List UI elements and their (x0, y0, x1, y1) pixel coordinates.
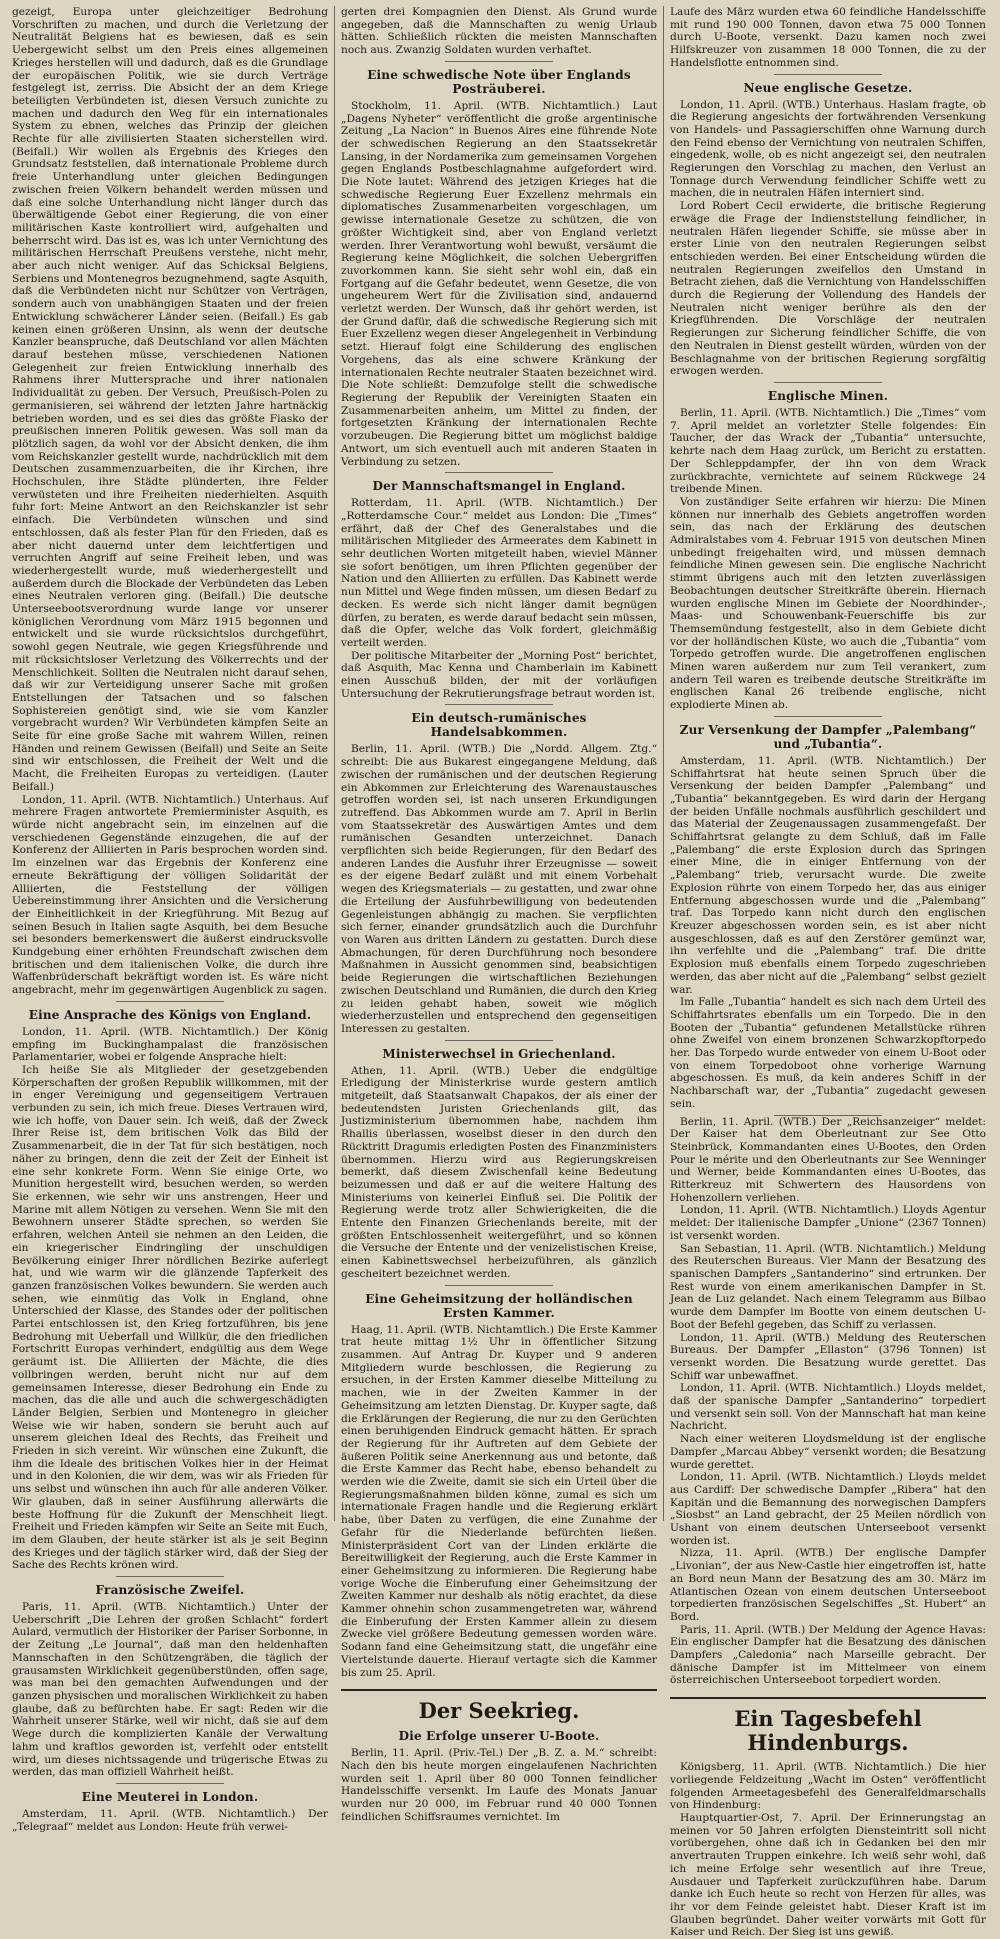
section-divider (445, 1285, 552, 1286)
section-heading: Eine schwedische Note über Englands Posträuberei. (367, 67, 631, 96)
section-heading: Eine Meuterei in London. (81, 1789, 259, 1804)
section-divider (774, 382, 881, 383)
article-paragraph: Athen, 11. April. (WTB.) Ueber die endgültige Erledigung der Ministerkrise wurde gestern amtlich mitgeteilt, daß Staatsanwalt Chapakos, der als einer der bedeutendsten Juristen Griechenlands gilt, das Justizministerium übernommen habe, nachdem ihm Rhallis überlassen, woselbst dieser in den durch den Rücktritt Dragumis erledigten Posten des Finanzministers übernommen. Hierzu wird aus Regierungskreisen bemerkt, daß diesem Zwischenfall keine Bedeutung beizumessen und daß er auf die weitere Haltung des Ministeriums von keinerlei Einfluß sei. Die Politik der Regierung werde trotz aller Schwierigkeiten, die die Entente den Finanzen Griechenlands bereite, mit der größten Entschlossenheit weitergeführt, und so können die Versuche der Entente und der venizelistischen Kreise, einen Kabinettswechsel herbeizuführen, als gänzlich gescheitert bezeichnet werden. (341, 1064, 657, 1280)
article-paragraph: Paris, 11. April. (WTB. Nichtamtlich.) Unter der Ueberschrift „Die Lehren der großen Schlacht“ fordert Aulard, vermutlich der Historiker der Pariser Sorbonne, in der Zeitung „Le Journal“, daß man den heldenhaften Mannschaften in den Schützengräben, die täglich der grausamsten Wirklichkeit gegenüberstünden, offen sage, was man bei den gemachten Aufwendungen und der ganzen physischen und moralischen Wirklichkeit zu haben glaube, daß zu befürchten habe. Er sagt: Reden wir die Wahrheit unserer Stärke, weil wir nicht, daß sie auf dem Wege durch die komplizierten Kanäle der Verwaltung lahm und kraftlos geworden ist, verfehlt oder entstellt wird, um dieses nichtssagende und trügerische Etwas zu werden, das man offiziell Wahrheit heißt. (12, 1601, 328, 1779)
article-paragraph: Stockholm, 11. April. (WTB. Nichtamtlich.) Laut „Dagens Nyheter“ veröffentlicht die große argentinische Zeitung „La Nacion“ in Buenos Aires eine führende Note der schwedischen Regierung an den Staatssekretär Lansing, in der Nordamerika zum gemeinsamen Vorgehen gegen Englands Postbeschlagnahme aufgefordert wird. Die Note lautet: Während des jetzigen Krieges hat die schwedische Regierung Euer Exzellenz mehrmals ein diplomatisches Zusammenarbeiten vorgeschlagen, um gewisse internationale Gesetze zu schützen, die von größter Wichtigkeit sind, aber von England verletzt werden. Ihrer Verantwortung wohl bewußt, versäumt die Regierung keine Möglichkeit, die solchen Uebergriffen zuvorkommen kann. Sie sieht sehr wohl ein, daß ein Fortgang auf die Gefahr bedeutet, wenn Gesetze, die von ungeheurem Wert für die Zivilisation sind, andauernd verletzt werden. Der Wunsch, daß ihr gehört werden, ist der Grund dafür, daß die schwedische Regierung sich mit Euer Exzellenz wegen dieser Angelegenheit in Verbindung setzt. Hierauf folgt eine Schilderung des englischen Vorgehens, das als eine schwere Kränkung der internationalen Rechte neutraler Staaten bezeichnet wird. Die Note schließt: Demzufolge stellt die schwedische Regierung der Republik der Vereinigten Staaten ein Zusammenarbeiten anheim, um Mittel zu finden, der fortgesetzten Kränkung der internationalen Rechte vorzubeugen. Die Regierung bittet um möglichst baldige Antwort, um sich eventuell auch mit anderen Staaten in Verbindung zu setzen. (341, 99, 657, 468)
section-divider (445, 61, 552, 62)
article-paragraph: London, 11. April. (WTB. Nichtamtlich.) Der König empfing im Buckinghampalast die französischen Parlamentarier, wobei er folgende Ansprache hielt: (12, 1025, 328, 1064)
section-heading: Ministerwechsel in Griechenland. (382, 1046, 616, 1061)
article-paragraph: London, 11. April. (WTB.) Meldung des Reuterschen Bureaus. Der Dampfer „Ellaston“ (3796 Tonnen) ist versenkt worden. Die Besatzung wurde gerettet. Das Schiff war unbewaffnet. (670, 1331, 986, 1382)
section-divider (116, 1576, 223, 1577)
article-paragraph: Im Falle „Tubantia“ handelt es sich nach dem Urteil des Schiffahrtsrates ebenfalls um ein Torpedo. Die in den Booten der „Tubantia“ gefundenen Metallstücke rühren ohne Zweifel von einem bronzenen Schwarzkopftorpedo her. Das Torpedo wurde entweder von einem U-Boot oder von einem Torpedoboot ohne vorherige Warnung abgeschossen. Es muß, da kein anderes Schiff in der Nachbarschaft war, der „Tubantia“ zugedacht gewesen sein. (670, 996, 986, 1110)
article-paragraph: London, 11. April. (WTB.) Unterhaus. Haslam fragte, ob die Regierung angesichts der fortwährenden Versenkung von Handels- und Passagierschiffen ohne Warnung durch den Feind ebenso der Vernichtung von neutralen Schiffen, eingedenk, wolle, ob es nicht angezeigt sei, den neutralen Regierungen den Vorschlag zu machen, den Verlust an Tonnage durch Verwendung feindlicher Schiffe wett zu machen, die in neutralen Häfen interniert sind. (670, 98, 986, 200)
article-paragraph: Von zuständiger Seite erfahren wir hierzu: Die Minen können nur innerhalb des Gebiets angetroffen worden sein, das nach der Erklärung des deutschen Admiralstabes vom 4. Februar 1915 von deutschen Minen unbedingt freigehalten wird, und müssen demnach feindliche Minen gewesen sein. Die englische Nachricht stimmt übrigens auch mit den letzten zuverlässigen Beobachtungen deutscher Streitkräfte überein. Hiernach wurden englische Minen im Gebiete der Noordhinder-, Maas- und Schouwenbank-Feuerschiffe bis zur Themsemündung festgestellt, also in dem Gebiete dicht vor der holländischen Küste, wo auch die „Tubantia“ vom Torpedo getroffen wurde. Die angetroffenen englischen Minen waren außerdem nur zum Teil verankert, zum andern Teil waren es treibende deutsche Streitkräfte im englischen Kanal 26 treibende englische, nicht explodierte Minen ab. (670, 495, 986, 712)
section-divider (445, 1040, 552, 1041)
article-paragraph: Laufe des März wurden etwa 60 feindliche Handelsschiffe mit rund 190 000 Tonnen, davon etwa 75 000 Tonnen durch U-Boote, versenkt. Dazu kamen noch zwei Hilfskreuzer von zusammen 18 000 Tonnen, die zu der Handelsflotte entnommen sind. (670, 6, 986, 69)
article-paragraph: Berlin, 11. April. (Priv.-Tel.) Der „B. Z. a. M.“ schreibt: Nach den bis heute morgen eingelaufenen Nachrichten wurden seit 1. April über 80 000 Tonnen feindlicher Handelsschiffe versenkt. Im Laufe des Monats Januar wurden nur 20 000, im Februar rund 40 000 Tonnen feindlichen Schiffsraumes vernichtet. Im (341, 1747, 657, 1823)
section-divider (445, 472, 552, 473)
article-paragraph: Haag, 11. April. (WTB. Nichtamtlich.) Die Erste Kammer trat heute mittag 1½ Uhr in öffentlicher Sitzung zusammen. Auf Antrag Dr. Kuyper und 9 anderen Mitgliedern wurde beschlossen, die Regierung zu ersuchen, in der Ersten Kammer dieselbe Mitteilung zu machen, wie in der Zweiten Kammer in der Geheimsitzung am letzten Dienstag. Dr. Kuyper sagte, daß die Erklärungen der Regierung, die nur zu den Gerüchten einen beruhigenden Eindruck gemacht hätten. Er sprach der Regierung für ihr Auftreten auf dem Gebiete der äußeren Politik seine Anerkennung aus und betonte, daß die Erste Kammer das Recht habe, ebenso behandelt zu werden wie die Zweite, damit sie sich ein Urteil über die Regierungsmaßnahmen bilden könne, zumal es sich um internationale Fragen handle und die Regierung erklärt habe, über Daten zu verfügen, die eine Zunahme der Gefahr für die Niederlande befürchten ließen. Ministerpräsident Cort van der Linden erklärte die Bereitwilligkeit der Regierung, auch die Erste Kammer in einer Geheimsitzung zu informieren. Die Regierung habe vorige Woche die Einberufung einer Geheimsitzung der Zweiten Kammer nur deshalb als nötig erachtet, da diese Kammer ohnehin schon zusammengetreten war, während die Einberufung der Ersten Kammer allein zu diesem Zwecke viel größere Bedeutung gemessen worden wäre. Sodann fand eine Geheimsitzung statt, die ungefähr eine Viertelstunde dauerte. Hierauf vertagte sich die Kammer bis zum 25. April. (341, 1323, 657, 1679)
article-paragraph: Paris, 11. April. (WTB.) Der Meldung der Agence Havas: Ein englischer Dampfer hat die Besatzung des dänischen Dampfers „Caledonia“ nach Marseille gebracht. Der dänische Dampfer ist im Mittelmeer von einem österreichischen Unterseeboot torpediert worden. (670, 1623, 986, 1687)
section-heading: Die Erfolge unserer U-Boote. (398, 1729, 600, 1744)
article-paragraph: Rotterdam, 11. April. (WTB. Nichtamtlich.) Der „Rotterdamsche Cour.“ meldet aus London: Die „Times“ erfährt, daß der Chef des Generalstabes und die militärischen Mitglieder des Armeerates dem Kabinett in sehr deutlichen Worten mitgeteilt haben, wieviel Männer sie sofort benötigen, um ihren Pflichten gegenüber der Nation und den Alliierten zu erfüllen. Das Kabinett werde nun Mittel und Wege finden müssen, um diesen Bedarf zu decken. Es werde sich nicht länger damit begnügen dürfen, zu beraten, es werde darauf bedacht sein müssen, daß die Opfer, welche das Volk fordert, gleichmäßig verteilt werden. (341, 497, 657, 649)
article-paragraph: Berlin, 11. April. (WTB.) Der „Reichsanzeiger“ meldet: Der Kaiser hat dem Oberleutnant zur See Otto Steinbrück, Kommandanten eines U-Bootes, den Orden Pour le mérite und den Oberleutnants zur See Wenninger und Werner, beide Kommandanten eines U-Bootes, das Ritterkreuz mit Schwertern des Hausordens von Hohenzollern verliehen. (670, 1115, 986, 1204)
article-paragraph: Der politische Mitarbeiter der „Morning Post“ berichtet, daß Asquith, Mac Kenna und Chamberlain im Kabinett einen Ausschuß bilden, der mit der vorläufigen Untersuchung der Rekrutierungsfrage betraut worden ist. (341, 649, 657, 700)
section-heading: Der Mannschaftsmangel in England. (372, 479, 626, 494)
article-paragraph: London, 11. April. (WTB. Nichtamtlich.) Lloyds Agentur meldet: Der italienische Dampfer „Unione“ (2367 Tonnen) ist versenkt worden. (670, 1204, 986, 1242)
section-heading: Neue englische Gesetze. (743, 80, 913, 95)
article-paragraph: gerten drei Kompagnien den Dienst. Als Grund wurde angegeben, daß die Mannschaften zu wenig Urlaub hätten. Schließlich rückten die meisten Mannschaften noch aus. Zwanzig Soldaten wurden verhaftet. (341, 6, 657, 57)
article-paragraph: Lord Robert Cecil erwiderte, die britische Regierung erwäge die Frage der Indienststellung feindlicher, in neutralen Häfen liegender Schiffe, sie müsse aber in erster Linie von den neutralen Regierungen selbst entschieden werden. Bei einer Entscheidung würden die neutralen Regierungen zweifellos den Umstand in Betracht ziehen, daß die Vernichtung von Handelsschiffen durch die Regierung der Vollendung des Handels der Neutralen nicht weniger berühre als den der Kriegführenden. Die Vorschläge der neutralen Regierungen zur Sicherung feindlicher Schiffe, die von den Neutralen in Dienst gestellt würden, würden von der Beschlagnahme von der britischen Regierung sorgfältig erwogen werden. (670, 200, 986, 378)
article-paragraph: Amsterdam, 11. April. (WTB. Nichtamtlich.) Der Schiffahrtsrat hat heute seinen Spruch über die Versenkung der beiden Dampfer „Palembang“ und „Tubantia“ bekanntgegeben. Es wird darin der Hergang der beiden Unfälle nochmals ausführlich geschildert und das Material der Zeugenaussagen zusammengefaßt. Der Schiffahrtsrat gelangte zu dem Schluß, daß im Falle „Palembang“ die erste Explosion durch das Springen einer Mine, die in einiger Entfernung von der „Palembang“ trieb, verursacht wurde. Die zweite Explosion rührte von einem Torpedo her, das aus einiger Entfernung abgeschossen wurde und die „Palembang“ traf. Das Torpedo kann nicht durch den englischen Kreuzer abgeschossen worden sein, es ist aber nicht ausgeschlossen, daß es auf den Zerstörer gemünzt war, ihn verfehlte und die „Palembang“ traf. Die dritte Explosion muß ebenfalls einem Torpedo zugeschrieben werden, das aber nicht auf die „Palembang“ selbst gezielt war. (670, 754, 986, 996)
article-paragraph: Nach einer weiteren Lloydsmeldung ist der englische Dampfer „Marcau Abbey“ versenkt worden; die Besatzung wurde gerettet. (670, 1433, 986, 1471)
article-paragraph: London, 11. April. (WTB. Nichtamtlich.) Lloyds meldet aus Cardiff: Der schwedische Dampfer „Ribera“ hat den Kapitän und die Bemannung des norwegischen Dampfers „Siosbst“ an Land gebracht, der 25 Meilen nördlich von Ushant von einem deutschen Unterseeboot versenkt worden ist. (670, 1471, 986, 1547)
major-section-title: Ein Tagesbefehl Hindenburgs. (670, 1697, 986, 1755)
column-middle (334, 6, 663, 1823)
section-heading: Französische Zweifel. (95, 1583, 245, 1598)
section-divider (116, 1001, 223, 1002)
column-left (6, 6, 334, 1833)
section-heading: Zur Versenkung der Dampfer „Palembang“ und „Tubantia“. (679, 722, 977, 751)
section-divider (116, 1783, 223, 1784)
major-section-title: Der Seekrieg. (341, 1689, 657, 1723)
section-heading: Eine Geheimsitzung der holländischen Ersten Kammer. (365, 1291, 633, 1320)
section-heading: Eine Ansprache des Königs von England. (28, 1007, 312, 1022)
section-heading: Englische Minen. (767, 388, 889, 403)
article-paragraph: Berlin, 11. April. (WTB. Nichtamtlich.) Die „Times“ vom 7. April meldet an vorletzter Stelle folgendes: Ein Taucher, der das Wrack der „Tubantia“ untersuchte, kehrte nach dem Haag zurück, um Bericht zu erstatten. Der Schleppdampfer, der ihn von dem Wrack zurückbrachte, vernichtete auf seinem Rückwege 24 treibende Minen. (670, 406, 986, 496)
section-divider (774, 716, 881, 717)
article-paragraph: Amsterdam, 11. April. (WTB. Nichtamtlich.) Der „Telegraaf“ meldet aus London: Heute früh verwei- (12, 1807, 328, 1833)
article-paragraph: San Sebastian, 11. April. (WTB. Nichtamtlich.) Meldung des Reuterschen Bureaus. Vier Mann der Besatzung des spanischen Dampfers „Santanderino“ sind ertrunken. Der Rest wurde von einem amerikanischen Dampfer in St. Jean de Luz gelandet. Nach einem Telegramm aus Bilbao wurde dem Dampfer im Bootte von einem deutschen U-Boot der Befehl gegeben, das Schiff zu verlassen. (670, 1242, 986, 1331)
section-divider (445, 704, 552, 705)
article-paragraph: London, 11. April. (WTB. Nichtamtlich.) Unterhaus. Auf mehrere Fragen antwortete Premierminister Asquith, es würde nicht angebracht sein, im einzelnen auf die verschiedenen Gegenstände einzugehen, die auf der Konferenz der Alliierten in Paris besprochen worden sind. Im einzelnen war das Ergebnis der Konferenz eine erneute Bekräftigung der völligen Solidarität der Alliierten, die Feststellung der völligen Uebereinstimmung ihrer Ansichten und die Versicherung der Einheitlichkeit in der Kriegführung. Mit Bezug auf seinen Besuch in Italien sagte Asquith, bei dem Besuche sei besonders bemerkenswert die äußerst eindrucksvolle Kundgebung einer erhöhten Freundschaft zwischen dem britischen und dem italienischen Volke, die durch ihre Waffenbrüderschaft bekräftigt worden ist. Es wäre nicht angebracht, mehr im gegenwärtigen Augenblick zu sagen. (12, 793, 328, 997)
column-right (663, 6, 992, 1939)
section-divider (774, 74, 881, 75)
article-paragraph: Berlin, 11. April. (WTB.) Die „Nordd. Allgem. Ztg.“ schreibt: Die aus Bukarest eingegangene Meldung, daß zwischen der rumänischen und der deutschen Regierung ein Abkommen zur Erleichterung des Warenaustausches getroffen worden sei, ist nach unseren Erkundigungen zutreffend. Das Abkommen wurde am 7. April in Berlin vom Staatssekretär des Auswärtigen Amtes und dem rumänischen Gesandten unterzeichnet. Danach verpflichten sich beide Regierungen, für den Bedarf des anderen Landes die Ausfuhr ihrer Erzeugnisse — soweit es der eigene Bedarf zuläßt und mit einem Vorbehalt wegen des Kriegsmaterials — zu gestatten, und zwar ohne die Erteilung der Ausfuhrbewilligung von bedeutenden Gegenleistungen abhängig zu machen. Sie verpflichten sich ferner, einander grundsätzlich auch die Durchfuhr von Waren aus dritten Ländern zu gestatten. Durch diese Abmachungen, für deren Durchführung noch besondere Maßnahmen in Aussicht genommen sind, beabsichtigen beide Regierungen die wirtschaftlichen Beziehungen zwischen Deutschland und Rumänien, die durch den Krieg zu leiden gehabt haben, soweit wie möglich wiederherzustellen und entsprechend den gegenseitigen Interessen zu gestalten. (341, 743, 657, 1035)
article-paragraph: Nizza, 11. April. (WTB.) Der englische Dampfer „Livonian“, der aus New-Castle hier eingetroffen ist, hatte an Bord neun Mann der Besatzung des am 30. März im Atlantischen Ozean von einem deutschen Unterseeboot torpedierten französischen Segelschiffes „St. Hubert“ an Bord. (670, 1547, 986, 1623)
article-paragraph: Hauptquartier-Ost, 7. April. Der Erinnerungstag an meinen vor 50 Jahren erfolgten Diensteintritt soll nicht vorübergehen, ohne daß ich in Gedanken bei den mir anvertrauten Truppen einkehre. Ich weiß sehr wohl, daß ich meine Erfolge sehr wesentlich auf ihre Treue, Ausdauer und Tapferkeit zurückzuführen habe. Darum danke ich Euch heute so recht von Herzen für alles, was ihr vor dem Feinde geleistet habt. Dieser Kraft ist im Glauben begründet. Daher weiter vorwärts mit Gott für Kaiser und Reich. Der Sieg ist uns gewiß. (670, 1812, 986, 1939)
article-paragraph: gezeigt, Europa unter gleichzeitiger Bedrohung Vorschriften zu machen, und durch die Verletzung der Neutralität Belgiens hat es bewiesen, daß es sein Uebergewicht selbst um den Preis eines allgemeinen Krieges herstellen will und dadurch, daß es die Grundlage der europäischen Politik, wie sie durch Verträge festgelegt ist, zerriss. Die Absicht der an dem Kriege beteiligten Verbündeten ist, diesen Versuch zunichte zu machen und dadurch den Weg für ein internationales System zu ebnen, welches das Prinzip der gleichen Rechte für alle zivilisierten Staaten sicherstellen wird. (Beifall.) Wir wollen als Ergebnis des Krieges den Grundsatz feststellen, daß internationale Probleme durch freie Unterhandlung unter gleichen Bedingungen zwischen freien Völkern behandelt werden müssen und daß eine solche Unterhandlung nicht länger durch das überwältigende Gebot einer Regierung, die von einer militärischen Kaste kontrolliert wird, aufgehalten und beherrscht wird. Das ist es, was ich unter Vernichtung des militärischen Herrschaft Preußens verstehe, nicht mehr, aber auch nicht weniger. Auf das Schicksal Belgiens, Serbiens und Montenegros bezugnehmend, sagte Asquith, daß die Verbündeten nicht nur Schützer von Verträgen, sondern auch von unabhängigen Staaten und der freien Entwicklung schwächerer Länder seien. (Beifall.) Es gab keinen einen größeren Unsinn, als wenn der deutsche Kanzler beanspruche, daß Deutschland vor allen Mächten darauf bestehen müsse, verschiedenen Nationen Gelegenheit zur freien Entwicklung innerhalb des Rahmens ihrer Muttersprache und ihrer nationalen Individualität zu geben. Der Versuch, Preußisch-Polen zu germanisieren, sei während der letzten Jahre hartnäckig betrieben worden, und es sei dies das größte Fiasko der preußischen inneren Politik gewesen. Was soll man da plötzlich sagen, da wohl vor der Absicht denken, die ihm vom Reichskanzler gestellt wurde, nachdrücklich mit dem Deutschen zusammenzuarbeiten, die ihr Kirchen, ihre Hochschulen, ihre Städte plünderten, ihre Felder verwüsteten und ihre Freiheiten niederhielten. Asquith fuhr fort: Meine Antwort an den Reichskanzler ist sehr einfach. Die Verbündeten wünschen und sind entschlossen, daß als fester Plan für den Frieden, daß es aber nicht dauernd unter dem leichtfertigen und verruchten Angriff auf seine Freiheit leben, und was wiederhergestellt wurde, muß wiederhergestellt und außerdem durch die Blockade der Verbündeten das Leben eines Neutralen verloren ging. (Beifall.) Die deutsche Unterseebootsverordnung wurde lange vor unserer königlichen Verordnung vom März 1915 begonnen und entwickelt und sie wurde rücksichtslos durchgeführt, sowohl gegen Neutrale, wie gegen Kriegsführende und mit rücksichtsloser Verletzung des Völkerrechts und der Menschlichkeit. Sollten die Neutralen nicht darauf sehen, daß wir zur Verteidigung unserer Sache mit großen Entstellungen der Tatsachen und so falschen Sophistereien genötigt sind, wie sie vom Kanzler vorgebracht wurden? Wir Verbündeten kämpfen Seite an Seite für eine große Sache mit wahrem Willen, reinen Händen und reinem Gewissen (Beifall) und Seite an Seite sind wir entschlossen, die Freiheit der Welt und die Macht, die Freiheiten Europas zu verteidigen. (Lauter Beifall.) (12, 6, 328, 793)
article-paragraph: Königsberg, 11. April. (WTB. Nichtamtlich.) Die hier vorliegende Feldzeitung „Wacht im Osten“ veröffentlicht folgenden Armeetagesbefehl des Generalfeldmarschalls von Hindenburg: (670, 1761, 986, 1812)
article-paragraph: Ich heiße Sie als Mitglieder der gesetzgebenden Körperschaften der großen Republik willkommen, mit der in enger Vereinigung und gegenseitigem Vertrauen verbunden zu sein, ich mich freue. Dieses Vertrauen wird, wie ich hoffe, von Dauer sein. Ich weiß, daß der Zweck Ihrer Reise ist, dem britischen Volk das Bild der Zusammenarbeit, die in der Tat für sich bestätigen, noch näher zu bringen, denn die zeit der Zeit der Einheit ist eine sehr konkrete Form. Wenn Sie einige Orte, wo Munition hergestellt wird, besuchen werden, so werden Sie erkennen, wie sehr wir uns anstrengen, Heer und Marine mit allem Nötigen zu versehen. Wenn Sie mit den Bewohnern unserer Städte sprechen, so werden Sie erfahren, welchen Anteil sie nehmen an den Leiden, die ein kriegerischer Eindringling der unschuldigen Bevölkerung einiger Ihrer nördlichen Bezirke auferlegt hat, und wie warm wir die glänzende Tapferkeit des ganzen französischen Volkes bewundern. Sie werden auch sehen, wie einmütig das Volk in England, ohne Unterschied der Klasse, des Standes oder der politischen Partei entschlossen ist, den Krieg fortzuführen, bis jene Bedrohung mit Ueberfall und Willkür, die den friedlichen Fortschritt Europas verhindert, endgültig aus dem Wege geräumt ist. Die Alliierten der Mächte, die dies vollbringen werden, beruht nicht nur auf dem gemeinsamen Interesse, dieser Bedrohung ein Ende zu machen, das die alle und auch die schwergeschädigten Länder Belgien, Serbien und Montenegro in gleicher Weise wie wir haben, sondern sie beruht auch auf unserem gleichen Ideal des Rechts, das Freiheit und Frieden in sich vereint. Wir wünschen eine Zukunft, die ihm die Ideale des britischen Volkes hier in der Heimat und in den Kolonien, die wir dem, was wir als Frieden für uns selbst und wünschen ihn auch für alle anderen Völker. Wir glauben, daß in seiner Ausführung allerwärts die beste Hoffnung für die Zukunft der Menschheit liegt. Freiheit und Frieden kämpfen wir Seite an Seite mit Euch, im dem Glauben, der heute stärker ist als je seit Beginn des Krieges und der täglich stärker wird, daß der Sieg der Sache des Rechts krönen wird. (12, 1063, 328, 1572)
article-paragraph: London, 11. April. (WTB. Nichtamtlich.) Lloyds meldet, daß der spanische Dampfer „Santanderino“ torpediert und versenkt sein soll. Von der Mannschaft hat man keine Nachricht. (670, 1382, 986, 1433)
section-heading: Ein deutsch-rumänisches Handelsabkommen. (411, 711, 587, 740)
